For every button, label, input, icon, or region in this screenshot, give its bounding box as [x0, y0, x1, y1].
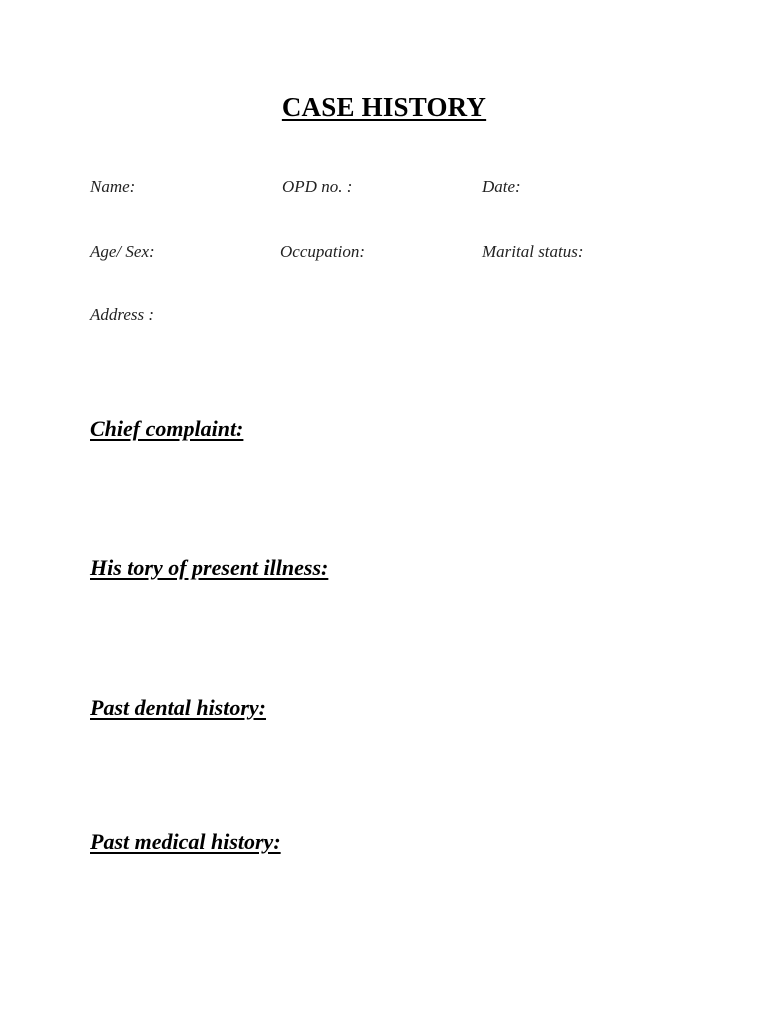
- name-field-label: Name:: [90, 177, 136, 196]
- chief-complaint-heading: Chief complaint:: [90, 416, 244, 441]
- address-field-label: Address :: [90, 305, 155, 324]
- date-field-label: Date:: [482, 177, 521, 196]
- page-title: CASE HISTORY: [281, 92, 487, 122]
- past-dental-history-heading: Past dental history:: [90, 695, 267, 720]
- marital-status-field-label: Marital status:: [482, 242, 584, 261]
- present-illness-heading: His tory of present illness:: [90, 555, 329, 580]
- age-sex-field-label: Age/ Sex:: [90, 242, 155, 261]
- opd-no-field-label: OPD no. :: [282, 177, 353, 196]
- past-medical-history-heading: Past medical history:: [90, 829, 281, 854]
- occupation-field-label: Occupation:: [280, 242, 365, 261]
